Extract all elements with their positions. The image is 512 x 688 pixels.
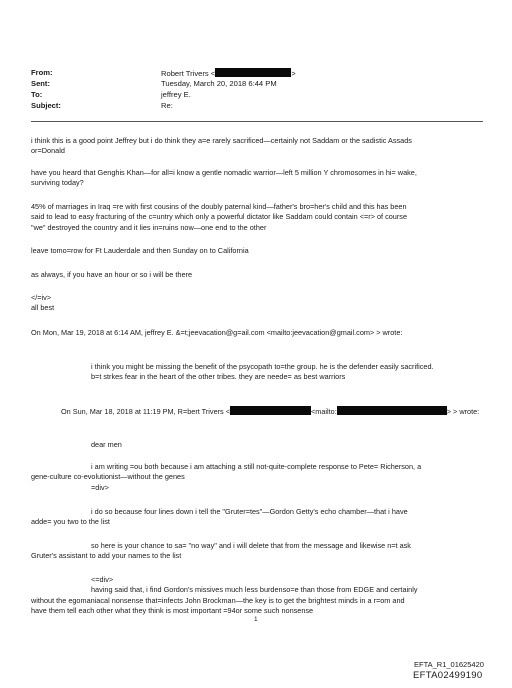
text-line: said to lead to easy fracturing of the c=untry which only a powerful dictator like Saddam could contain <=r> of course [31, 212, 407, 222]
body-paragraph-3 [31, 202, 407, 233]
page-number: 1 [254, 616, 258, 623]
header-divider [31, 121, 483, 122]
subject-value: Re: [161, 101, 173, 110]
text-line: or=Donald [31, 146, 65, 156]
text-line: adde= you two to the list [31, 517, 110, 527]
redaction-block [215, 68, 291, 77]
text-line: i think this is a good point Jeffrey but i do think they a=e rarely sacrificed—certainly not Saddam or the sadistic Assads [31, 136, 412, 145]
quote-header-2 [61, 406, 479, 417]
body-paragraph-2 [31, 168, 417, 189]
text-line: i think you might be missing the benefit of the psycopath to=the group. he is the defender easily sacrificed. [91, 362, 434, 371]
quote-header-1: On Mon, Mar 19, 2018 at 6:14 AM, jeffrey E. &=t;jeevacation@g=ail.com <mailto:jeevacation@gmail.com> > wrote: [31, 328, 403, 337]
from-name: Robert Trivers < [161, 69, 216, 78]
from-tail: > [291, 69, 296, 78]
body-signoff [31, 293, 54, 314]
text-line: have them tell each other what they think is most important =94or some such nonsense [31, 606, 314, 616]
text-line: =div> [91, 482, 109, 492]
redaction-block [337, 406, 447, 415]
text-line: without the egomaniacal nonsense that=infects John Brockman—the key is to get the brightest minds in a r=om and [31, 595, 405, 605]
body-paragraph-1 [31, 136, 412, 157]
quote-body-1 [91, 362, 434, 383]
text-line: 45% of marriages in Iraq =re with first cousins of the doubly paternal kind—father's bro=her's child and this has been [31, 202, 407, 211]
quote2-prefix: On Sun, Mar 18, 2018 at 11:19 PM, R=bert Trivers < [61, 407, 230, 416]
from-value [161, 68, 296, 79]
from-label: From: [31, 68, 53, 77]
quote2-suffix: > > wrote: [446, 407, 480, 416]
text-line: </=iv> [31, 293, 52, 302]
text-line: so here is your chance to sa= "no way" and i will delete that from the message and likewise n=t ask [91, 541, 411, 550]
quote2-paragraph-2 [31, 507, 408, 528]
bates-number-large: EFTA02499190 [413, 670, 483, 681]
text-line: have you heard that Genghis Khan—for all=i know a gentle nomadic warrior—left 5 million Y chromosomes in hi= wake, [31, 168, 417, 177]
sent-value: Tuesday, March 20, 2018 6:44 PM [161, 79, 277, 88]
text-line: having said that, i find Gordon's missives much less burdenso=e than those from EDGE and certainly [91, 585, 418, 595]
body-paragraph-4: leave tomo=row for Ft Lauderdale and then Sunday on to California [31, 246, 249, 255]
text-line: <=div> [91, 575, 114, 584]
text-line: Gruter's assistant to add your names to the list [31, 551, 182, 561]
quote2-paragraph-1 [31, 462, 421, 493]
text-line: surviving today? [31, 178, 84, 188]
text-line: i am writing =ou both because i am attaching a still not-quite-complete response to Pete= Richerson, a [91, 462, 422, 471]
to-value: jeffrey E. [161, 90, 191, 99]
body-paragraph-5: as always, if you have an hour or so i will be there [31, 270, 193, 279]
subject-label: Subject: [31, 101, 61, 110]
text-line: gene-culture co-evolutionist—without the genes [31, 472, 185, 482]
bates-number-small: EFTA_R1_01625420 [414, 660, 484, 669]
quote2-paragraph-4 [31, 575, 417, 617]
text-line: i do so because four lines down i tell the "Gruter=tes"—Gordon Getty's echo chamber—that i have [91, 507, 408, 516]
quote2-mailto: <mailto: [311, 407, 337, 416]
text-line: "we" destroyed the country and it lies in=ruins now—one end to the other [31, 222, 267, 232]
quote2-paragraph-3 [31, 541, 411, 562]
text-line: all best [31, 303, 55, 313]
quote2-greeting: dear men [91, 440, 122, 449]
sent-label: Sent: [31, 79, 50, 88]
to-label: To: [31, 90, 43, 99]
redaction-block [230, 406, 311, 415]
text-line: b=t strkes fear in the heart of the other tribes. they are neede= as best warriors [91, 372, 346, 382]
